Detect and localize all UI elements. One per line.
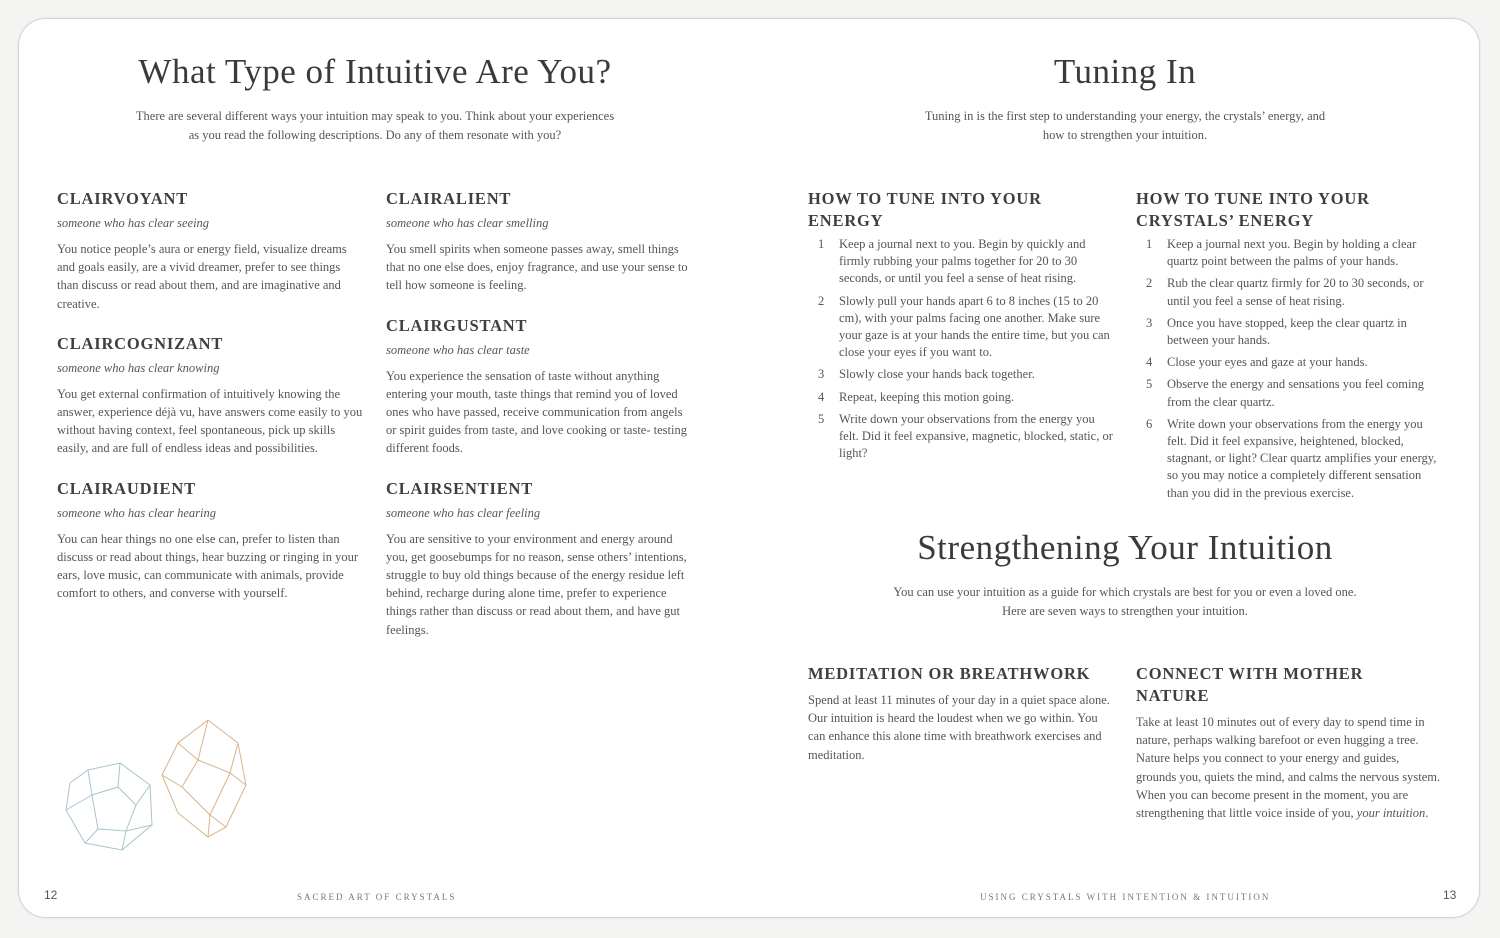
tune-crystals-steps — [1136, 236, 1441, 502]
meditation-text: Spend at least 11 minutes of your day in a quiet space alone. Our intuition is heard the loudest when we go within. You can enhance this alone time with breathwork exercises and meditation. — [808, 693, 1110, 762]
type-claircognizant — [57, 333, 363, 458]
left-page-number: 12 — [44, 888, 58, 902]
left-running-footer: SACRED ART OF CRYSTALS — [297, 892, 457, 902]
nature-text: Take at least 10 minutes out of every day to spend time in nature, perhaps walking barefoot or even hugging a tree. Nature helps you connect to your energy and guides, grounds you, quiets the mind, and calms the nervous system. When you can become present in the moment, you are strengthening that little voice inside of you, your intuition. — [1136, 715, 1441, 821]
type-description: You smell spirits when someone passes away, smell things that no one else does, enjoy fragrance, and use your sense to tell how someone is feeling. — [386, 242, 688, 293]
type-clairsentient — [386, 478, 692, 639]
list-item: 2 Slowly pull your hands apart 6 to 8 inches (15 to 20 cm), with your palms facing one another. Make sure your gaze is at your hands the entire time, but you can close your eyes if you want to. — [818, 293, 1110, 360]
right-running-footer: USING CRYSTALS WITH INTENTION & INTUITION — [980, 892, 1271, 902]
type-description: You notice people’s aura or energy field, visualize dreams and goals easily, are a vivid dreamer, prefer to see things than discuss or read about them, and are imaginative and creative. — [57, 242, 347, 311]
strengthening-title: Strengthening Your Intuition — [917, 528, 1333, 567]
nature-section — [1136, 663, 1441, 822]
nature-heading: CONNECT WITH MOTHER NATURE — [1136, 664, 1364, 705]
type-heading: CLAIRVOYANT — [57, 189, 189, 208]
list-item: 5 Observe the energy and sensations you feel coming from the clear quartz. — [1146, 377, 1424, 409]
strengthening-intro-line-2: Here are seven ways to strengthen your intuition. — [1002, 604, 1248, 618]
type-description: You experience the sensation of taste without anything entering your mouth, taste things that remind you of loved ones who have passed, receive communication from angels or spirit guides from taste, and love cooking or taste- testing different foods. — [386, 368, 687, 456]
list-item: 2 Rub the clear quartz firmly for 20 to 30 seconds, or until you feel a sense of heat rising. — [1146, 276, 1424, 308]
list-item: 1 Keep a journal next to you. Begin by quickly and firmly rubbing your palms together for 20 to 30 seconds, or until you feel a sense of heat rising. — [818, 237, 1086, 286]
type-subtitle: someone who has clear smelling — [386, 216, 549, 230]
type-description: You can hear things no one else can, prefer to listen than discuss or read about things, hear buzzing or ringing in your ears, love music, can communicate with animals, provide comfort to others, and converse with yourself. — [57, 531, 358, 601]
type-clairvoyant — [57, 188, 363, 313]
type-subtitle: someone who has clear seeing — [57, 216, 210, 230]
right-intro-line-1: Tuning in is the first step to understanding your energy, the crystals’ energy, and — [924, 109, 1326, 123]
type-subtitle: someone who has clear knowing — [57, 360, 220, 375]
type-heading: CLAIRALIENT — [386, 189, 512, 208]
tune-energy-steps — [808, 236, 1113, 462]
tune-crystals-heading-line-1: HOW TO TUNE INTO YOUR — [1136, 189, 1370, 208]
tune-crystals-section — [1136, 188, 1441, 507]
type-clairalient — [386, 188, 692, 295]
right-page-header — [790, 52, 1460, 145]
type-subtitle: someone who has clear feeling — [386, 505, 541, 520]
list-item: 3 Slowly close your hands back together. — [818, 367, 1035, 382]
right-page-title: Tuning In — [1053, 52, 1197, 91]
type-description: You are sensitive to your environment and energy around you, get goosebumps for no reason, sense others’ intentions, struggle to buy old things because of the energy residue left behind, recharge during alone time, prefer to experience things rather than discuss or read about them, and have gut feelings. — [386, 531, 687, 637]
intuitive-column-2 — [386, 188, 692, 639]
strengthening-header — [790, 528, 1460, 621]
type-heading: CLAIRCOGNIZANT — [57, 333, 224, 353]
strengthening-intro-line-1: You can use your intuition as a guide for which crystals are best for you or even a loved one. — [893, 585, 1357, 599]
type-description: You get external confirmation of intuitively knowing the answer, experience déjà vu, have answers come easily to you without having context, feel spontaneous, pick up skills easily, and are full of endless ideas and possibilities. — [57, 386, 363, 456]
list-item: 1 Keep a journal next you. Begin by holding a clear quartz point between the palms of your hands. — [1146, 237, 1417, 269]
list-item: 6 Write down your observations from the energy you felt. Did it feel expansive, heightened, blocked, stagnant, or light? Clear quartz amplifies your energy, so you may notice a completely different sensation than you did in the previous exercise. — [1146, 416, 1437, 500]
tune-energy-section — [808, 188, 1113, 467]
list-item: 5 Write down your observations from the energy you felt. Did it feel expansive, magnetic, blocked, static, or light? — [818, 411, 1113, 461]
right-page-number: 13 — [1443, 888, 1457, 902]
type-heading: CLAIRAUDIENT — [57, 478, 196, 498]
left-intro-line-1: There are several different ways your intuition may speak to you. Think about your experiences — [135, 109, 615, 123]
type-subtitle: someone who has clear taste — [386, 342, 530, 357]
list-item: 4 Repeat, keeping this motion going. — [818, 389, 1014, 404]
meditation-heading: MEDITATION OR BREATHWORK — [808, 664, 1091, 683]
tune-energy-heading: HOW TO TUNE INTO YOUR ENERGY — [808, 189, 1042, 230]
list-item: 3 Once you have stopped, keep the clear quartz in between your hands. — [1146, 315, 1407, 348]
tune-crystals-heading-line-2: CRYSTALS’ ENERGY — [1136, 211, 1315, 230]
type-clairaudient — [57, 478, 363, 603]
left-page-header — [40, 52, 710, 145]
list-item: 4 Close your eyes and gaze at your hands. — [1146, 355, 1368, 370]
crystal-illustration-icon — [60, 715, 260, 865]
left-intro-line-2: as you read the following descriptions. Do any of them resonate with you? — [188, 128, 562, 142]
intuitive-column-1 — [57, 188, 363, 602]
type-heading: CLAIRSENTIENT — [386, 478, 534, 498]
left-page-title: What Type of Intuitive Are You? — [138, 52, 612, 91]
type-clairgustant — [386, 315, 692, 458]
right-intro-line-2: how to strengthen your intuition. — [1042, 128, 1208, 142]
type-subtitle: someone who has clear hearing — [57, 505, 217, 520]
meditation-section — [808, 663, 1113, 764]
type-heading: CLAIRGUSTANT — [386, 315, 528, 335]
